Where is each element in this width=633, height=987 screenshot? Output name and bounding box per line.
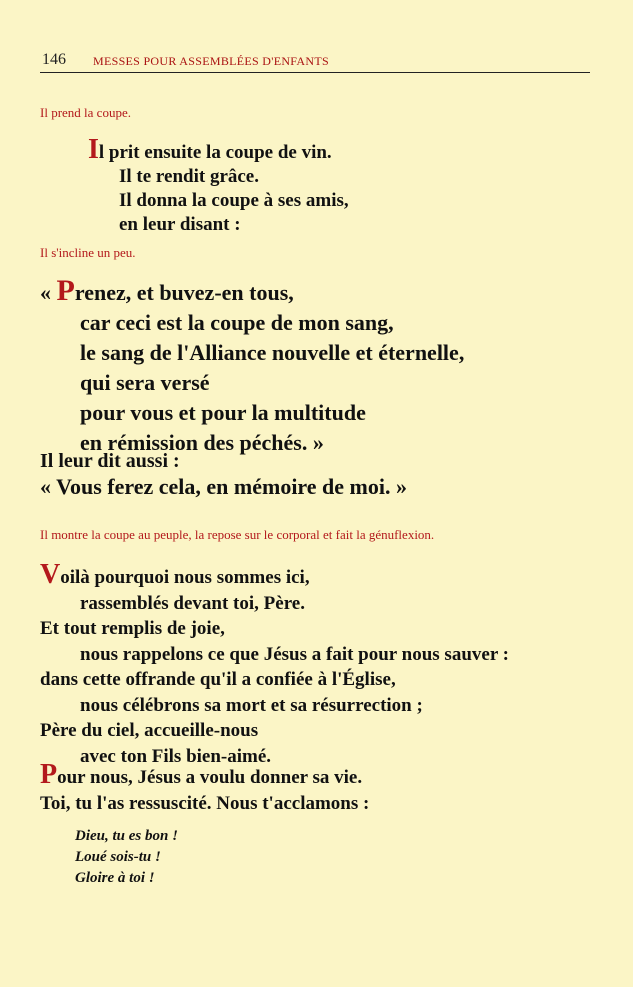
page-header [40, 50, 590, 73]
text-line: en leur disant : [119, 214, 241, 235]
text-line: Il donna la coupe à ses amis, [119, 190, 349, 211]
text-line: en rémission des péchés. » [80, 430, 324, 455]
consecration-words [40, 276, 464, 458]
text-line: Père du ciel, accueille-nous [40, 720, 259, 741]
text-line: pour vous et pour la multitude [80, 400, 366, 425]
drop-cap: I [88, 134, 99, 165]
acclamation-line: Gloire à toi ! [75, 870, 155, 886]
rubric-shows-cup: Il montre la coupe au peuple, la repose sur le corporal et fait la génuflexion. [40, 527, 435, 542]
text-line: Et tout remplis de joie, [40, 618, 225, 639]
anamnesis-block [40, 559, 509, 769]
acclamation-intro [40, 759, 370, 816]
acclamation-line: Loué sois-tu ! [75, 849, 161, 865]
text-block-cup [88, 134, 349, 237]
text-line: Toi, tu l'as ressuscité. Nous t'acclamons : [40, 792, 370, 814]
rubric-takes-cup: Il prend la coupe. [40, 105, 131, 120]
page-number: 146 [42, 51, 66, 68]
text-line: Pour nous, Jésus a voulu donner sa vie. [40, 759, 363, 790]
running-title: MESSES POUR ASSEMBLÉES D'ENFANTS [93, 54, 329, 68]
text-line: Il prit ensuite la coupe de vin. [88, 134, 332, 165]
drop-cap: V [40, 559, 61, 590]
drop-cap: P [56, 274, 75, 307]
text-line: le sang de l'Alliance nouvelle et éternelle, [80, 340, 465, 365]
rubric-bows: Il s'incline un peu. [40, 245, 136, 260]
text-line: nous célébrons sa mort et sa résurrection ; [80, 694, 423, 716]
text-line: Voilà pourquoi nous sommes ici, [40, 559, 310, 590]
text-line: Il te rendit grâce. [119, 166, 259, 187]
memorial-words [40, 448, 407, 500]
text-line: « Prenez, et buvez-en tous, [40, 274, 294, 307]
text-line: dans cette offrande qu'il a confiée à l'Église, [40, 669, 396, 690]
text-line: Il leur dit aussi : [40, 450, 180, 472]
text-line: nous rappelons ce que Jésus a fait pour nous sauver : [80, 643, 509, 665]
acclamation-line: Dieu, tu es bon ! [75, 828, 178, 844]
text-line: avec ton Fils bien-aimé. [80, 745, 272, 767]
acclamation [75, 826, 178, 889]
text-line: qui sera versé [80, 370, 210, 395]
text-line: « Vous ferez cela, en mémoire de moi. » [40, 474, 407, 499]
drop-cap: P [40, 759, 58, 790]
text-line: car ceci est la coupe de mon sang, [80, 310, 394, 335]
text-line: rassemblés devant toi, Père. [80, 592, 305, 614]
